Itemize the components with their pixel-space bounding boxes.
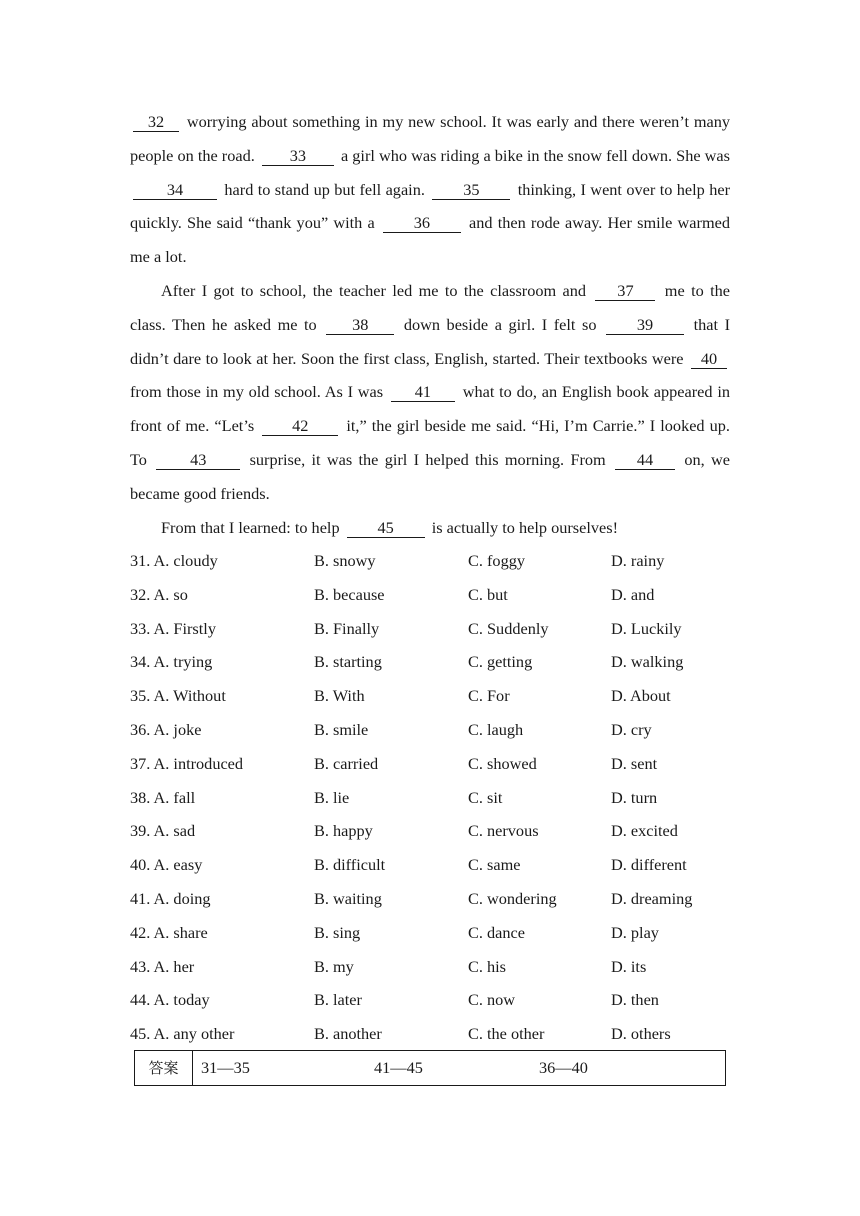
- question-number-and-option-a: [130, 645, 212, 679]
- option-b: B. because: [314, 584, 385, 604]
- question-row: [130, 848, 730, 882]
- question-number-and-option-a: [130, 578, 188, 612]
- question-number: 41.: [130, 888, 151, 908]
- option-d: D. and: [611, 584, 655, 604]
- question-row: [130, 679, 730, 713]
- question-number: 38.: [130, 787, 151, 807]
- option-c: C. same: [468, 855, 521, 875]
- cloze-passage: [130, 105, 730, 544]
- question-number: 35.: [130, 686, 151, 706]
- question-number: 40.: [130, 855, 151, 875]
- passage-text: hard to stand up but fell again.: [220, 179, 430, 199]
- passage-text: worrying about something in my new school. It was early and there weren’t many people on the road.: [130, 112, 730, 165]
- question-number: 34.: [130, 652, 151, 672]
- question-row: [130, 983, 730, 1017]
- passage-text: is actually to help ourselves!: [427, 517, 619, 537]
- passage-text: it,” the girl beside me said. “Hi, I’m Carrie.” I looked up. To: [130, 416, 731, 469]
- passage-text: and then rode away. Her smile warmed me a lot.: [130, 213, 730, 267]
- option-d: D. sent: [611, 753, 658, 773]
- question-number-and-option-a: [130, 950, 194, 984]
- option-a: A. fall: [153, 787, 196, 807]
- option-c: C. nervous: [468, 821, 539, 841]
- question-number-and-option-a: [130, 916, 208, 950]
- option-d: D. different: [611, 855, 687, 875]
- passage-text: surprise, it was the girl I helped this morning. From: [243, 449, 613, 469]
- option-b: B. starting: [314, 652, 382, 672]
- question-number: 45.: [130, 1024, 151, 1044]
- passage-paragraph: [130, 274, 730, 511]
- option-d: D. rainy: [611, 551, 665, 570]
- option-c: C. now: [468, 990, 516, 1010]
- option-a: A. her: [153, 956, 195, 976]
- option-a: A. easy: [153, 855, 203, 875]
- passage-paragraph: [130, 105, 730, 274]
- answer-options-list: [130, 544, 730, 1051]
- option-a: A. doing: [153, 888, 211, 908]
- answer-table: [134, 1050, 726, 1086]
- question-number: 39.: [130, 821, 151, 841]
- blank-36: 36: [383, 214, 461, 233]
- option-b: B. waiting: [314, 888, 382, 908]
- option-a: A. sad: [153, 821, 196, 841]
- question-number-and-option-a: [130, 814, 195, 848]
- option-b: B. happy: [314, 821, 373, 841]
- option-b: B. carried: [314, 753, 379, 773]
- passage-text: From that I learned: to help: [161, 517, 344, 537]
- option-d: D. then: [611, 990, 659, 1010]
- answer-range-31-35: 31—35: [201, 1058, 250, 1077]
- passage-text: a girl who was riding a bike in the snow fell down. She was: [336, 145, 730, 165]
- option-c: C. getting: [468, 652, 533, 672]
- question-number-and-option-a: [130, 781, 195, 815]
- option-c: C. wondering: [468, 888, 557, 908]
- blank-42: 42: [262, 417, 338, 436]
- option-c: C. showed: [468, 753, 537, 773]
- option-b: B. lie: [314, 787, 350, 807]
- option-b: B. sing: [314, 922, 361, 942]
- question-number-and-option-a: [130, 1017, 234, 1051]
- passage-text: After I got to school, the teacher led me to the classroom and: [161, 280, 593, 300]
- option-a: A. Firstly: [153, 618, 216, 638]
- option-b: B. Finally: [314, 618, 380, 638]
- passage-text: on, we became good friends.: [130, 449, 730, 503]
- question-number-and-option-a: [130, 848, 202, 882]
- question-row: [130, 814, 730, 848]
- question-row: [130, 645, 730, 679]
- question-number-and-option-a: [130, 679, 226, 713]
- option-d: D. walking: [611, 652, 684, 672]
- answer-range-36-40: 36—40: [539, 1058, 588, 1077]
- option-c: C. Suddenly: [468, 618, 549, 638]
- question-number-and-option-a: [130, 544, 218, 578]
- blank-45: 45: [347, 519, 425, 538]
- question-row: [130, 578, 730, 612]
- question-row: [130, 950, 730, 984]
- question-number-and-option-a: [130, 747, 243, 781]
- option-b: B. my: [314, 956, 354, 976]
- answer-label: 答案: [135, 1051, 193, 1085]
- option-a: A. any other: [153, 1024, 235, 1044]
- option-d: D. cry: [611, 719, 652, 739]
- option-d: D. turn: [611, 787, 658, 807]
- option-a: A. Without: [153, 686, 226, 706]
- option-c: C. dance: [468, 922, 525, 942]
- question-row: [130, 1017, 730, 1051]
- blank-40: 40: [691, 350, 727, 369]
- option-c: C. but: [468, 584, 508, 604]
- question-number-and-option-a: [130, 713, 201, 747]
- question-number: 44.: [130, 990, 151, 1010]
- passage-text: from those in my old school. As I was: [130, 382, 388, 402]
- question-number: 37.: [130, 753, 151, 773]
- question-row: [130, 916, 730, 950]
- option-a: A. joke: [153, 719, 202, 739]
- question-number-and-option-a: [130, 612, 216, 646]
- option-d: D. its: [611, 956, 647, 976]
- blank-33: 33: [262, 147, 334, 166]
- blank-38: 38: [326, 316, 394, 335]
- answer-range-41-45: 41—45: [374, 1058, 423, 1077]
- question-number: 43.: [130, 956, 151, 976]
- option-b: B. later: [314, 990, 362, 1010]
- option-a: A. introduced: [153, 753, 244, 773]
- option-a: A. share: [153, 922, 208, 942]
- option-b: B. snowy: [314, 551, 376, 570]
- blank-32: 32: [133, 113, 179, 132]
- question-number: 42.: [130, 922, 151, 942]
- option-c: C. foggy: [468, 551, 525, 570]
- option-b: B. smile: [314, 719, 369, 739]
- option-a: A. trying: [153, 652, 213, 672]
- option-d: D. others: [611, 1024, 671, 1044]
- option-d: D. About: [611, 686, 671, 706]
- option-d: D. dreaming: [611, 888, 693, 908]
- passage-text: me to the class. Then he asked me to: [130, 280, 731, 334]
- option-d: D. excited: [611, 821, 678, 841]
- question-row: [130, 781, 730, 815]
- question-row: [130, 612, 730, 646]
- option-c: C. laugh: [468, 719, 524, 739]
- passage-text: thinking, I went over to help her quickly. She said “thank you” with a: [130, 179, 730, 233]
- passage-paragraph: [130, 511, 730, 545]
- passage-text: down beside a girl. I felt so: [397, 314, 604, 334]
- blank-39: 39: [606, 316, 684, 335]
- option-c: C. the other: [468, 1024, 545, 1044]
- question-row: [130, 882, 730, 916]
- question-row: [130, 713, 730, 747]
- question-number: 32.: [130, 584, 151, 604]
- blank-34: 34: [133, 181, 217, 200]
- passage-text: that I didn’t dare to look at her. Soon the first class, English, started. Their textbooks were: [130, 314, 730, 368]
- option-c: C. his: [468, 956, 507, 976]
- blank-44: 44: [615, 451, 675, 470]
- option-a: A. cloudy: [153, 551, 218, 570]
- option-b: B. another: [314, 1024, 382, 1044]
- blank-43: 43: [156, 451, 240, 470]
- blank-35: 35: [432, 181, 510, 200]
- question-number: 31.: [130, 551, 151, 570]
- option-b: B. With: [314, 686, 365, 706]
- question-row: [130, 747, 730, 781]
- option-c: C. sit: [468, 787, 503, 807]
- option-d: D. play: [611, 922, 659, 942]
- question-number-and-option-a: [130, 882, 211, 916]
- question-number: 33.: [130, 618, 151, 638]
- option-a: A. today: [153, 990, 210, 1010]
- option-a: A. so: [153, 584, 188, 604]
- question-number: 36.: [130, 719, 151, 739]
- passage-text: what to do, an English book appeared in front of me. “Let’s: [130, 382, 730, 436]
- option-b: B. difficult: [314, 855, 386, 875]
- option-c: C. For: [468, 686, 510, 706]
- question-number-and-option-a: [130, 983, 210, 1017]
- question-row: [130, 544, 730, 578]
- blank-37: 37: [595, 282, 655, 301]
- blank-41: 41: [391, 383, 455, 402]
- option-d: D. Luckily: [611, 618, 682, 638]
